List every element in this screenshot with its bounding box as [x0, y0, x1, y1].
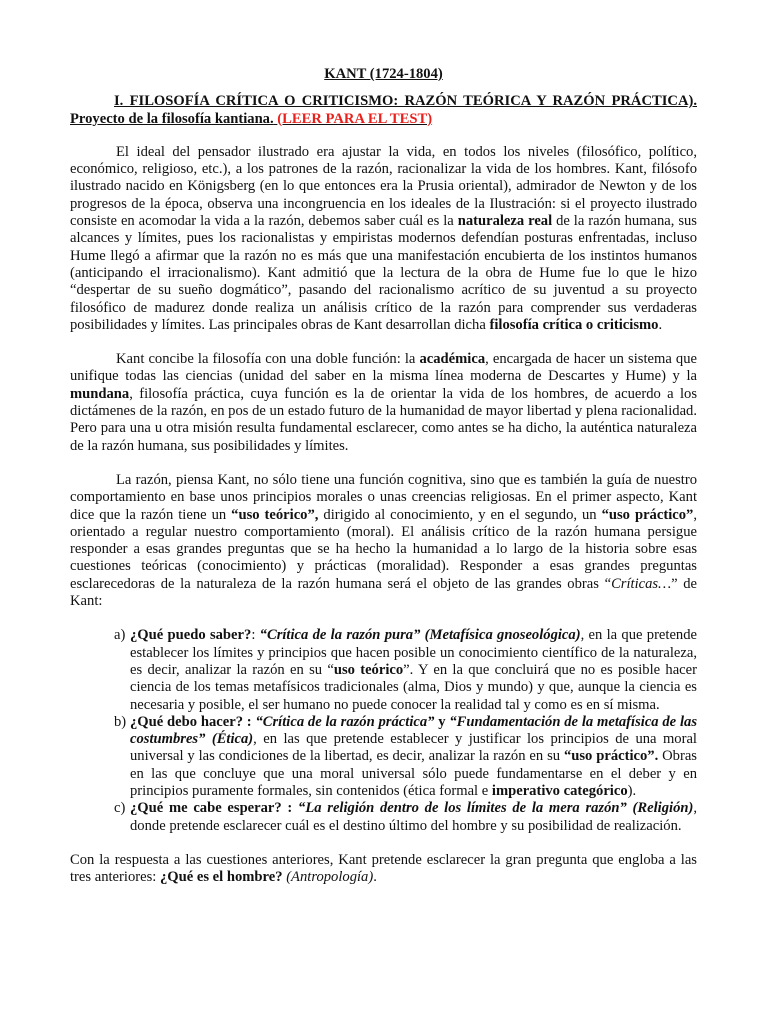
text-run: : — [251, 627, 260, 644]
question: ¿Qué me cabe esperar? : — [130, 800, 293, 817]
section-heading-text: I. FILOSOFÍA CRÍTICA O CRITICISMO: RAZÓN TEÓRICA Y RAZÓN PRÁCTICA). Proyecto de la filosofía kantiana. — [70, 93, 697, 127]
bold-term: naturaleza real — [457, 213, 553, 230]
work-title: “Crítica de la razón práctica” — [255, 713, 435, 730]
paragraph-ideal-ilustrado — [70, 144, 697, 334]
text-run: , en la que pretende establecer los límites y principios que hacen posible un conocimiento científico de la naturaleza, es decir, analizar la razón en su “ — [130, 627, 698, 678]
work-title: “La religión dentro de los límites de la mera razón” (Religión) — [298, 800, 694, 817]
text-run: de la razón humana, sus alcances y límites, pues los racionalistas y empiristas modernos defendían posturas enfrentadas, incluso Hume llegó a afirmar que la razón no es más que una manifestación encubierta de los instintos humanos (anticipando el irracionalismo). Kant admitió que la lectura de la obra de Hume fue lo que le hizo “despertar de su sueño dogmático”, pasando del racionalismo acrítico de su juventud a su proyecto filosófico de madurez donde realiza un análisis crítico de la razón para comprender sus verdaderas posibilidades y límites. Las principales obras de Kant desarrollan dicha — [70, 213, 697, 333]
text-run: Kant concibe la filosofía con una doble función: la — [116, 351, 420, 368]
list-item — [114, 800, 698, 835]
document-title: KANT (1724-1804) — [324, 66, 443, 82]
list-item — [114, 627, 698, 713]
paragraph-doble-funcion — [70, 351, 697, 455]
list-marker: a) — [114, 627, 126, 644]
bold-term: “uso teórico”, — [231, 506, 319, 523]
section-heading — [70, 93, 697, 128]
text-run: Obras en las que concluye que una moral universal sólo puede fundamentarse en el deber y en principios puramente formales, sin contenidos (ética formal e — [130, 748, 697, 799]
text-run: El ideal del pensador ilustrado era ajustar la vida, en todos los niveles (filosófico, político, económico, religioso, etc.), a los patrones de la razón, racionalizar la vida de los hombres. Kant, filósofo ilustrado nacido en Königsberg (en lo que entonces era la Prusia oriental), admirador de Newton y de los progresos de la época, observa una incongruencia en los ideales de la Ilustración: si el proyecto ilustrado consiste en acomodar la vida a la razón, debemos saber cuál es la — [70, 143, 697, 230]
text-run: Con la respuesta a las cuestiones anteriores, Kant pretende esclarecer la gran pregunta que engloba a las tres anteriores: — [70, 851, 697, 886]
bold-term: “uso práctico” — [601, 506, 694, 523]
paragraph-usos-razon — [70, 472, 697, 610]
bold-term: mundana — [70, 385, 130, 402]
question: ¿Qué puedo saber? — [130, 627, 252, 644]
paragraph-conclusion — [70, 852, 697, 887]
list-marker: c) — [114, 800, 126, 817]
text-run: ). — [627, 782, 637, 799]
text-run: ”. Y en la que concluirá que no es posible hacer ciencia de los temas metafísicos tradicionales (alma, Dios y mundo) y que, aunque la ciencia es necesaria y posible, el ser humano no puede conocer la realidad tal y como es en sí misma. — [130, 661, 697, 713]
test-note: (LEER PARA EL TEST) — [277, 110, 433, 127]
italic-term: Críticas… — [611, 575, 672, 592]
list-item — [114, 713, 697, 800]
text-run: , filosofía práctica, cuya función es la de orientar la vida de los hombres, de acuerdo a los dictámenes de la razón, en pos de un estado futuro de la humanidad de mayor libertad y plena racionalidad. Pero para una u otra misión resulta fundamental esclarecer, como antes se ha dicho, la auténtica naturaleza de la razón humana, sus posibilidades y límites. — [70, 385, 697, 454]
questions-list — [70, 627, 697, 835]
text-run: . — [658, 316, 663, 333]
bold-term: filosofía crítica o criticismo — [489, 316, 659, 333]
question: ¿Qué debo hacer? : — [130, 713, 252, 730]
list-marker: b) — [114, 713, 127, 730]
work-title: “Fundamentación de la metafísica de las costumbres” (Ética) — [130, 713, 697, 748]
text-run: , donde pretende esclarecer cuál es el destino último del hombre y su posibilidad de realización. — [130, 800, 698, 834]
work-title: “Crítica de la razón pura” (Metafísica gnoseológica) — [259, 627, 581, 644]
bold-term: ¿Qué es el hombre? — [159, 869, 283, 886]
text-run: , encargada de hacer un sistema que unifique todas las ciencias (unidad del saber en la misma línea moderna de Descartes y Hume) y la — [70, 351, 697, 385]
text-run: La razón, piensa Kant, no sólo tiene una función cognitiva, sino que es también la guía de nuestro comportamiento en base unos principios morales o unas creencias religiosas. En el primer aspecto, Kant dice que la razón tiene un — [70, 471, 697, 523]
italic-term: (Antropología) — [286, 869, 374, 886]
text-run: . — [373, 869, 377, 886]
text-run: , orientado a regular nuestro comportamiento (moral). El análisis crítico de la razón humana persigue responder a esas grandes preguntas que se ha hecho la humanidad a lo largo de la historia sobre esas cuestiones teóricas (conocimiento) y prácticas (moralidad). Responder a esas grandes preguntas esclarecedoras de la naturaleza de la razón humana será el objeto de las grandes obras “ — [70, 506, 697, 592]
bold-term: “uso práctico”. — [563, 748, 659, 765]
text-run: dirigido al conocimiento, y en el segundo, un — [318, 506, 602, 523]
text-run: , en las que pretende establecer y justificar los principios de una moral universal y las condiciones de la libertad, es decir, analizar la razón en su — [130, 731, 697, 765]
bold-term: imperativo categórico — [491, 782, 628, 799]
bold-term: y — [434, 713, 450, 730]
bold-term: uso teórico — [333, 661, 404, 678]
bold-term: académica — [419, 351, 486, 368]
text-run: ” de Kant: — [70, 575, 697, 610]
